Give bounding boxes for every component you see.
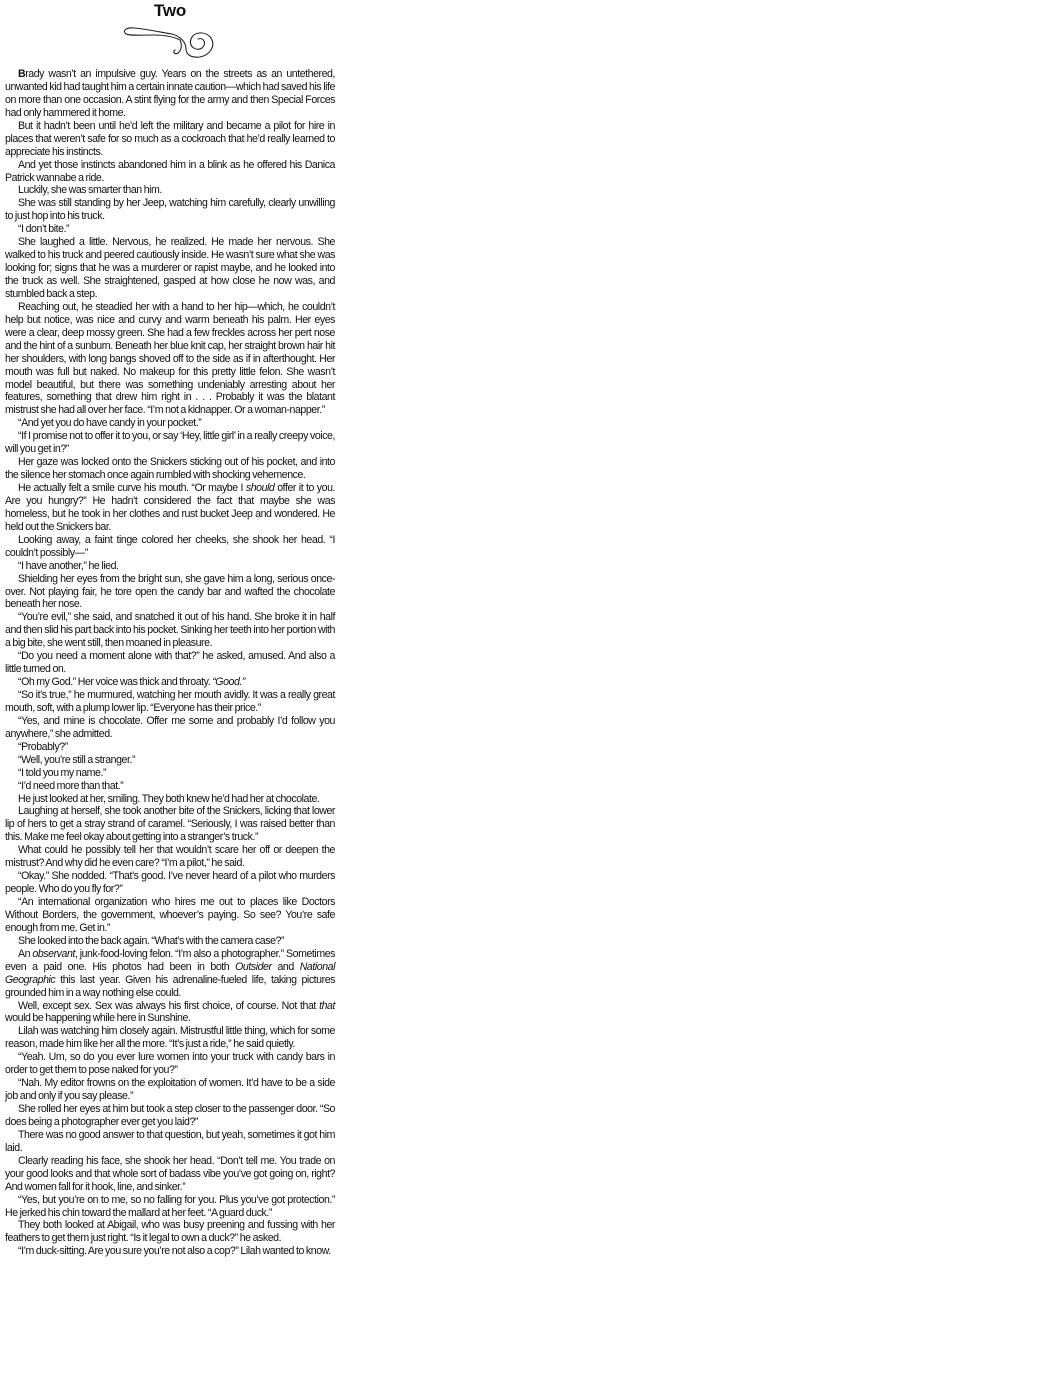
paragraph xyxy=(5,223,335,236)
paragraph xyxy=(5,1129,335,1155)
text-run: Lilah was watching him closely again. Mistrustful little thing, which for some reason, made him like her all the more. “It’s just a ride,” he said quietly. xyxy=(5,1025,335,1051)
paragraph xyxy=(5,741,335,754)
text-run: What could he possibly tell her that wouldn’t scare her off or deepen the mistrust? And why did he even care? “I’m a pilot,” he said. xyxy=(5,844,335,870)
text-run: She was still standing by her Jeep, watching him carefully, clearly unwilling to just hop into his truck. xyxy=(5,197,335,223)
text-run: Reaching out, he steadied her with a hand to her hip—which, he couldn’t help but notice, was nice and curvy and warm beneath his palm. Her eyes were a clear, deep mossy green. She had a few freckles across her pert nose and the hint of a sunburn. Beneath her blue knit cap, her straight brown hair hit her shoulders, with long bangs shoved off to the side as if in afterthought. Her mouth was full but naked. No makeup for this pretty little felon. She wasn’t model beautiful, but there was something undeniably arresting about her features, something that drew him right in . . . Probably it was the blatant mistrust she had all over her face. “I’m not a kidnapper. Or a woman-napper.” xyxy=(5,300,335,417)
paragraph xyxy=(5,573,335,612)
italic-text: observant xyxy=(32,947,75,960)
text-run: He just looked at her, smiling. They both knew he’d had her at chocolate. xyxy=(18,792,320,805)
paragraph xyxy=(5,534,335,560)
paragraph xyxy=(5,676,335,689)
text-run: Clearly reading his face, she shook her head. “Don’t tell me. You trade on your good looks and that whole sort of badass vibe you’ve got going on, right? And women fall for it hook, line, and sinker.” xyxy=(5,1154,335,1193)
text-run: “Yes, but you’re on to me, so no falling for you. Plus you’ve got protection.” He jerked his chin toward the mallard at her feet. “A guard duck.” xyxy=(5,1193,335,1219)
text-run: rady wasn’t an impulsive guy. Years on the streets as an untethered, unwanted kid had taught him a certain innate caution—which had saved his life on more than one occasion. A stint flying for the army and then Special Forces had only hammered it home. xyxy=(5,68,335,119)
chapter-body-text xyxy=(5,68,335,1258)
text-run: But it hadn’t been until he’d left the military and became a pilot for hire in places that weren’t safe for so much as a cockroach that he’d really learned to appreciate his instincts. xyxy=(5,119,335,158)
text-run: “An international organization who hires me out to places like Doctors Without Borders, the government, whoever’s paying. So see? You’re safe enough from me. Get in.” xyxy=(5,896,335,934)
paragraph xyxy=(5,805,335,844)
paragraph xyxy=(5,948,335,1000)
paragraph xyxy=(5,780,335,793)
text-run: And yet those instincts abandoned him in a blink as he offered his Danica Patrick wannabe a ride. xyxy=(5,158,335,184)
text-run: “Okay.” She nodded. “That’s good. I’ve never heard of a pilot who murders people. Who do you fly for?” xyxy=(5,870,335,896)
paragraph xyxy=(5,560,335,573)
paragraph xyxy=(5,197,335,223)
text-run: “Nah. My editor frowns on the exploitation of women. It’d have to be a side job and only if you say please.” xyxy=(5,1077,335,1103)
paragraph xyxy=(5,301,335,417)
text-run: Well, except sex. Sex was always his first choice, of course. Not that xyxy=(18,999,320,1012)
text-run: and xyxy=(271,960,300,973)
text-run: , junk-food-loving felon. “I’m also a photographer.” Sometimes even a paid one. His photos had been in both xyxy=(5,947,335,973)
text-run: offer it to you. Are you hungry?” He hadn’t considered the fact that maybe she was homeless, but he took in her clothes and rust bucket Jeep and wondered. He held out the Snickers bar. xyxy=(5,482,335,533)
italic-text: National Geographic xyxy=(5,960,335,986)
text-run: “You’re evil,” she said, and snatched it out of his hand. She broke it in half and then slid his part back into his pocket. Sinking her teeth into her portion with a big bite, she went still, then moaned in pleasure. xyxy=(5,611,335,650)
paragraph xyxy=(5,715,335,741)
paragraph xyxy=(5,1077,335,1103)
paragraph xyxy=(5,68,335,120)
paragraph xyxy=(5,1194,335,1220)
text-run: They both looked at Abigail, who was busy preening and fussing with her feathers to get them just right. “Is it legal to own a duck?” he asked. xyxy=(5,1219,335,1245)
text-run: “I’m duck-sitting. Are you sure you’re not also a cop?” Lilah wanted to know. xyxy=(18,1245,331,1258)
text-run: “Yes, and mine is chocolate. Offer me some and probably I’d follow you anywhere,” she admitted. xyxy=(5,714,335,740)
italic-text: that xyxy=(319,999,335,1012)
paragraph xyxy=(5,430,335,456)
text-run: Looking away, a faint tinge colored her cheeks, she shook her head. “I couldn’t possibly—” xyxy=(5,533,335,559)
text-run: “So it’s true,” he murmured, watching her mouth avidly. It was a really great mouth, soft, with a plump lower lip. “Everyone has their price.” xyxy=(5,689,335,714)
text-run: She laughed a little. Nervous, he realized. He made her nervous. She walked to his truck and peered cautiously inside. He wasn’t sure what she was looking for; signs that he was a murderer or rapist maybe, and he looked into the truck as well. She straightened, gasped at how close he now was, and stumbled back a step. xyxy=(5,236,335,300)
text-run: An xyxy=(18,947,33,960)
paragraph xyxy=(5,120,335,159)
text-run: “I don’t bite.” xyxy=(18,223,70,236)
text-run: “Probably?” xyxy=(18,740,68,753)
swirl-flourish-ornament-icon xyxy=(120,22,220,60)
paragraph xyxy=(5,482,335,534)
paragraph xyxy=(5,935,335,948)
text-run: would be happening while here in Sunshine. xyxy=(5,1012,191,1025)
text-run: She looked into the back again. “What’s with the camera case?” xyxy=(18,934,285,947)
text-run: Shielding her eyes from the bright sun, she gave him a long, serious once-over. Not playing fair, he tore open the candy bar and wafted the chocolate beneath her nose. xyxy=(5,572,335,611)
paragraph xyxy=(5,793,335,806)
text-run: this last year. Given his adrenaline-fueled life, taking pictures grounded him in a way nothing else could. xyxy=(5,973,335,999)
text-run: “Do you need a moment alone with that?” he asked, amused. And also a little turned on. xyxy=(5,650,335,676)
paragraph xyxy=(5,870,335,896)
drop-cap-letter: B xyxy=(18,68,26,80)
text-run: “Yeah. Um, so do you ever lure women into your truck with candy bars in order to get them to pose naked for you?” xyxy=(5,1051,335,1077)
text-run: There was no good answer to that question, but yeah, sometimes it got him laid. xyxy=(5,1128,335,1154)
italic-text: should xyxy=(245,482,275,494)
paragraph xyxy=(5,417,335,430)
paragraph xyxy=(5,844,335,870)
paragraph xyxy=(5,611,335,650)
paragraph xyxy=(5,896,335,935)
text-run: “I’d need more than that.” xyxy=(18,779,124,792)
paragraph xyxy=(5,236,335,301)
paragraph xyxy=(5,1219,335,1245)
paragraph xyxy=(5,650,335,676)
paragraph xyxy=(5,1103,335,1129)
italic-text: Outsider xyxy=(235,960,272,973)
paragraph xyxy=(5,184,335,197)
text-run: “Oh my God.” Her voice was thick and throaty. xyxy=(18,676,213,689)
text-run: Luckily, she was smarter than him. xyxy=(18,184,162,197)
paragraph xyxy=(5,1245,335,1258)
text-run: “I told you my name.” xyxy=(18,766,107,779)
text-run: “And yet you do have candy in your pocket.” xyxy=(18,417,202,430)
paragraph xyxy=(5,767,335,780)
text-run: He actually felt a smile curve his mouth. “Or maybe I xyxy=(18,482,246,494)
text-run: Her gaze was locked onto the Snickers sticking out of his pocket, and into the silence her stomach once again rumbled with shocking vehemence. xyxy=(5,456,335,482)
text-run: Laughing at herself, she took another bite of the Snickers, licking that lower lip of hers to get a stray strand of caramel. “Seriously, I was raised better than this. Make me feel okay about getting into a stranger’s truck.” xyxy=(5,805,335,844)
paragraph xyxy=(5,1000,335,1026)
text-run: “I have another,” he lied. xyxy=(18,559,119,572)
text-run: “Well, you’re still a stranger.” xyxy=(18,753,136,766)
paragraph xyxy=(5,1051,335,1077)
paragraph xyxy=(5,456,335,482)
paragraph xyxy=(5,1025,335,1051)
text-run: “If I promise not to offer it to you, or say ‘Hey, little girl’ in a really creepy voice, will you get in?” xyxy=(5,430,335,456)
book-page xyxy=(5,0,335,1258)
paragraph xyxy=(5,754,335,767)
paragraph xyxy=(5,159,335,185)
text-run: She rolled her eyes at him but took a step closer to the passenger door. “So does being a photographer ever get you laid?” xyxy=(5,1103,335,1128)
italic-text: “Good.” xyxy=(212,676,245,689)
chapter-title: Two xyxy=(153,1,187,20)
paragraph xyxy=(5,689,335,715)
paragraph xyxy=(5,1155,335,1194)
